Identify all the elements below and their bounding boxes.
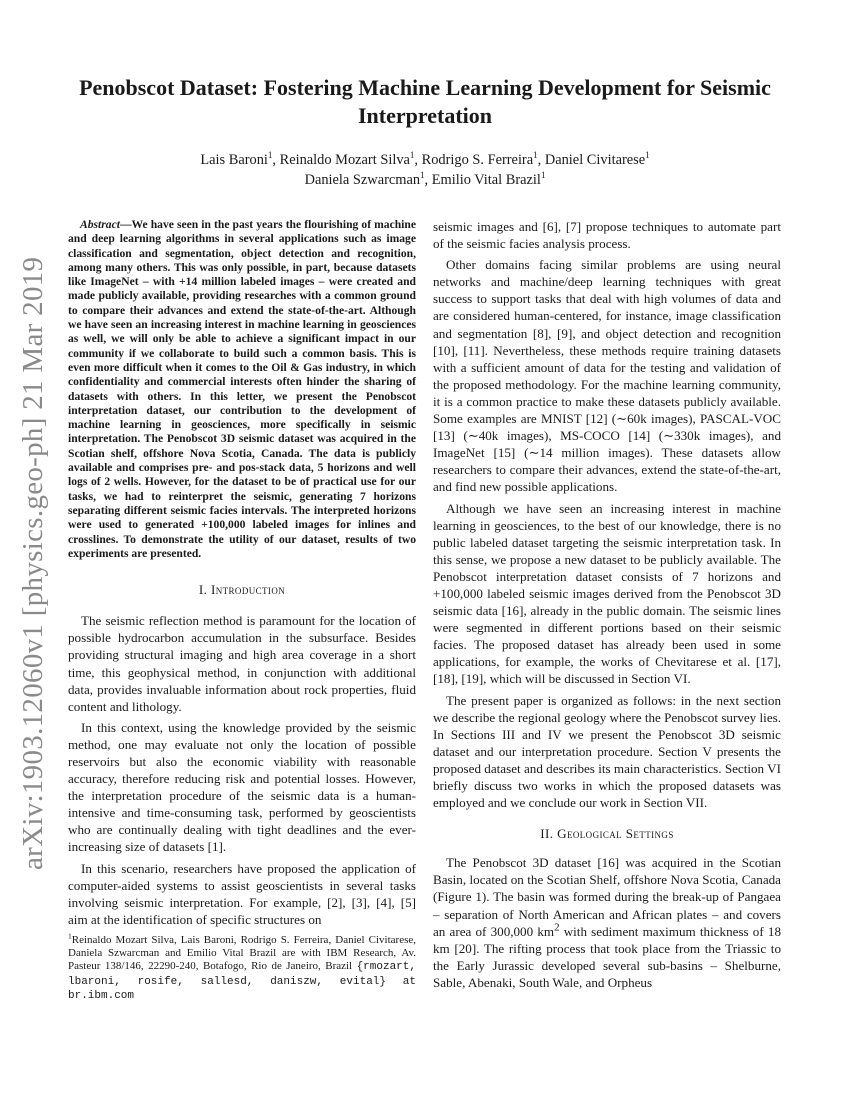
footnote (68, 931, 416, 1003)
author-name: Rodrigo S. Ferreira (421, 152, 534, 168)
abstract-text: —We have seen in the past years the flourishing of machine and deep learning algorithms in several applications such as image classification and segmentation, object detection and recognition, among many others. This was only possible, in part, because datasets like ImageNet – with +14 million labeled images – were created and made publicly available, providing researches with a common ground to compare their advances and extend the state-of-the-art. Although we have seen an increasing interest in machine learning in geosciences as well, we will only be able to achieve a significant impact in our community if we collaborate to build such a common basis. This is even more difficult when it comes to the Oil & Gas industry, in which confidentiality and commercial interests often hinder the sharing of datasets with others. In this letter, we present the Penobscot interpretation dataset, our contribution to the development of machine learning in geosciences, more specifically in seismic interpretation. The Penobscot 3D seismic dataset was acquired in the Scotian shelf, offshore Nova Scotia, Canada. The data is publicly available and comprises pre- and pos-stack data, 5 horizons and well logs of 2 wells. However, for the dataset to be of practical use for our tasks, we had to reinterpret the seismic, generating 7 horizons separating different seismic facies intervals. The interpreted horizons were used to generated +100,000 labeled images for inlines and crosslines. To demonstrate the utility of our dataset, results of two experiments are presented. (68, 218, 416, 560)
footnote-email-domain: at br.ibm.com (68, 975, 416, 1002)
continued-paragraph: seismic images and [6], [7] propose techniques to automate part of the seismic facies analysis process. (433, 219, 781, 252)
body-paragraph: Other domains facing similar problems are using neural networks and machine/deep learning techniques with great success to support tasks that deal with high volumes of data and are considered human-centered, for instance, image classification and segmentation [8], [9], and object detection and recognition [10], [11]. Nevertheless, these methods require training datasets with a sufficient amount of data for the testing and validation of the proposed methodology. For the machine learning community, it is a common practice to make these datasets publicly available. Some examples are MNIST [12] (∼60k images), PASCAL-VOC [13] (∼40k images), MS-COCO [14] (∼330k images), and ImageNet [15] (∼14 million images). These datasets allow researchers to compare their advances, extend the state-of-the-art, and find new possible applications. (433, 257, 781, 495)
author-list (70, 150, 780, 190)
arxiv-identifier-stamp: arXiv:1903.12060v1 [physics.geo-ph] 21 Mar 2019 (17, 256, 49, 870)
author-name: Reinaldo Mozart Silva (279, 152, 410, 168)
footnote-text: Reinaldo Mozart Silva, Lais Baroni, Rodrigo S. Ferreira, Daniel Civitarese, Daniela Szwarcman and Emilio Vital Brazil are with IBM Research, Av. Pasteur 138/146, 22290-240, Botafogo, Rio de Janeiro, Brazil (68, 934, 416, 973)
left-column (68, 218, 416, 932)
intro-paragraph: In this context, using the knowledge provided by the seismic method, one may evaluate not only the location of possible reservoirs but also the economic viability with reasonable accuracy, therefore reducing risk and potential losses. However, the interpretation procedure of the seismic data is a human-intensive and time-consuming task, performed by geoscientists who are continually dealing with tight deadlines and the ever-increasing size of datasets [1]. (68, 719, 416, 855)
author-affiliation-mark: 1 (409, 150, 415, 161)
author-affiliation-mark: 1 (540, 170, 546, 181)
body-paragraph: The present paper is organized as follows: in the next section we describe the regional geology where the Penobscot survey lies. In Sections III and IV we present the Penobscot 3D seismic dataset and our interpretation procedure. Section V presents the proposed dataset and describes its main characteristics. Section VI briefly discuss two works in which the proposed datasets was employed and we conclude our work in Section VII. (433, 692, 781, 811)
author-affiliation-mark: 1 (420, 170, 425, 181)
intro-paragraph: In this scenario, researchers have proposed the application of computer-aided systems to assist geoscientists in several tasks involving seismic interpretation. For example, [2], [3], [4], [5] aim at the identification of specific structures on (68, 860, 416, 927)
intro-paragraph: The seismic reflection method is paramount for the location of possible hydrocarbon accumulation in the subsurface. Besides providing structural imaging and high area coverage in a short time, this geophysical method, in conjunction with additional data, provides invaluable information about rock properties, fluid content and lithology. (68, 613, 416, 714)
author-line-1: Lais Baroni$^1$, Reinaldo Mozart Silva$^1$, Rodrigo S. Ferreira$^1$, Daniel Civitarese$^1$ (200, 150, 650, 168)
footnote-emails: {rmozart, lbaroni, rosife, sallesd, daniszw, evital} (68, 961, 416, 988)
section-heading-introduction: I. Introduction (198, 582, 286, 598)
geology-paragraph: The Penobscot 3D dataset [16] was acquired in the Scotian Basin, located on the Scotian Shelf, offshore Nova Scotia, Canada (Figure 1). The basin was formed during the break-up of Pangaea – separation of North American and African plates – and covers an area of 300,000 $km^2$ with sediment maximum thickness of 18 km [20]. The rifting process that took place from the Triassic to the Early Jurassic developed several sub-basins – Shelburne, Sable, Abenaki, South Wale, and Orpheus (433, 855, 781, 990)
author-line-2: Daniela Szwarcman$^1$, Emilio Vital Brazil$^1$ (304, 170, 546, 188)
superscript-2: 2 (554, 921, 560, 934)
author-name: Emilio Vital Brazil (431, 172, 541, 188)
author-name: Daniela Szwarcman (304, 172, 421, 188)
right-column (433, 218, 781, 995)
author-name: Lais Baroni (200, 152, 268, 168)
footnote-mark: 1 (68, 931, 72, 941)
body-paragraph: Although we have seen an increasing interest in machine learning in geosciences, to the best of our knowledge, there is no public labeled dataset targeting the seismic interpretation task. In this sense, we propose a new dataset to be publicly available. The Penobscot interpretation dataset consists of 7 horizons and +100,000 labeled seismic images derived from the Penobscot 3D seismic data [16], already in the public domain. The seismic lines were segmented in different portions based on their seismic facies. The proposed dataset has already been used in some applications, for example, the works of Chevitarese et al. [17], [18], [19], which will be discussed in Section VI. (433, 500, 781, 687)
author-affiliation-mark: 1 (267, 150, 273, 161)
author-name: Daniel Civitarese (544, 152, 646, 168)
author-affiliation-mark: 1 (645, 150, 650, 161)
paper-title: Penobscot Dataset: Fostering Machine Learning Development for Seismic Interpretation (79, 75, 771, 128)
abstract (68, 218, 416, 561)
author-affiliation-mark: 1 (533, 150, 538, 161)
section-heading-geological-settings: II. Geological Settings (540, 826, 674, 842)
abstract-label: Abstract (80, 218, 120, 231)
